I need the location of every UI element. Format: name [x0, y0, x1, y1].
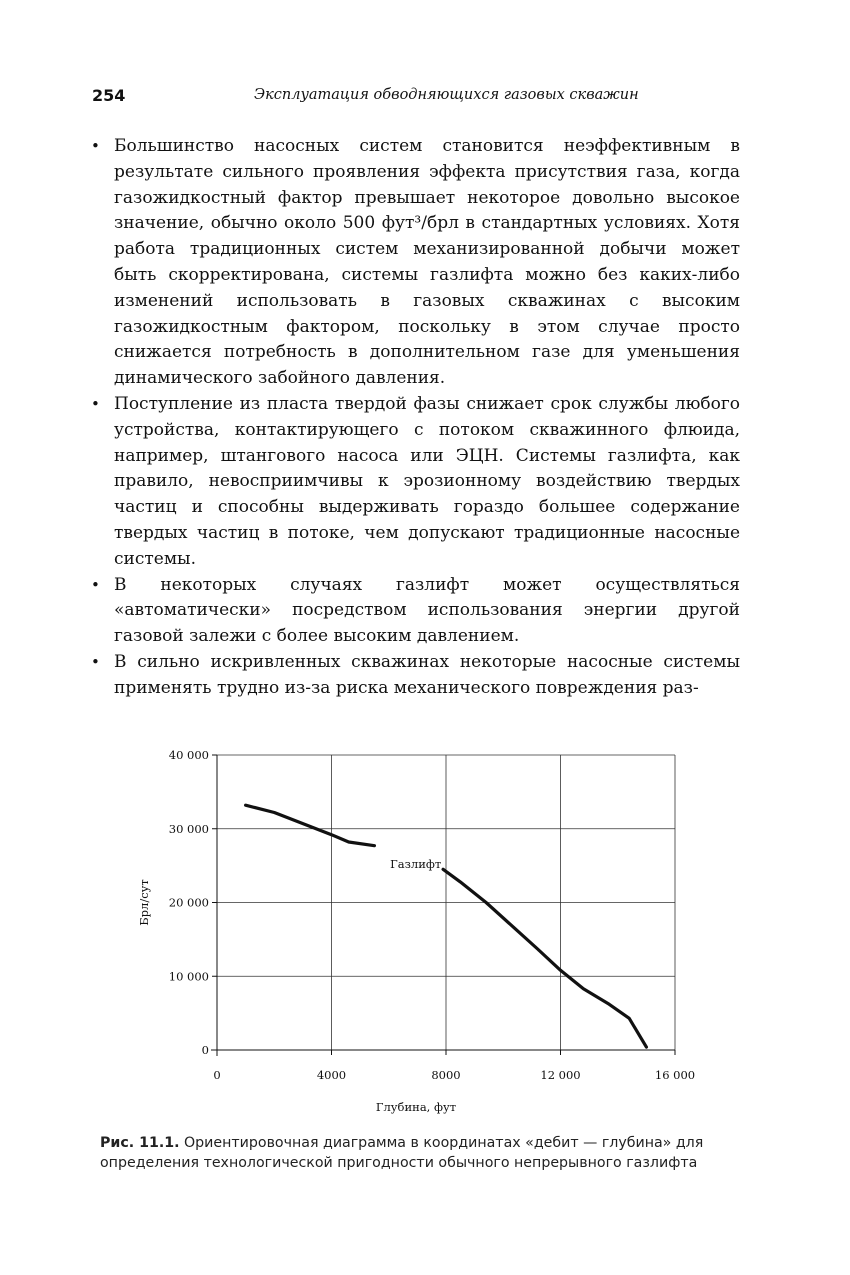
bullet-item — [88, 573, 740, 650]
series-line — [443, 869, 646, 1047]
page-header — [92, 86, 752, 110]
caption-text: Ориентировочная диаграмма в координатах «дебит — глубина» для определения технологической пригодности обычного непрерывного газлифта — [100, 1135, 704, 1171]
x-tick-label: 4000 — [316, 1068, 347, 1082]
caption-label: Рис. 11.1. — [100, 1135, 180, 1151]
running-title: Эксплуатация обводняющихся газовых скважин — [254, 87, 639, 103]
x-tick-label: 0 — [213, 1068, 221, 1082]
bullet-marker: • — [91, 652, 100, 671]
x-axis-label: Глубина, фут — [375, 1100, 457, 1114]
y-tick-label: 30 000 — [168, 821, 209, 836]
bullet-marker: • — [91, 137, 100, 155]
rate-depth-chart — [130, 740, 700, 1120]
y-tick-label: 40 000 — [168, 748, 209, 762]
series-line — [246, 805, 375, 846]
bullet-item — [88, 650, 740, 702]
y-axis-label: Брл/сут — [137, 879, 151, 926]
y-tick-label: 0 — [201, 1043, 209, 1057]
bullet-text: Поступление из пласта твердой фазы снижает срок службы любого устройства, контактирующего с потоком скважинного флюида, например, штангового насоса или ЭЦН. Системы газлифта, как правило, невосприимчивы к эрозионному воздействию твердых частиц и способны выдерживать гораздо большее содержание твердых частиц в потоке, чем допускают традиционные насосные системы. — [114, 393, 740, 569]
figure-caption — [100, 1133, 740, 1173]
x-tick-label: 8000 — [431, 1068, 461, 1082]
bullet-item — [88, 392, 740, 573]
annotation-label: Газлифт — [390, 857, 442, 872]
bullet-marker: • — [91, 394, 100, 413]
bullet-list — [88, 134, 740, 702]
bullet-item — [88, 134, 740, 392]
x-tick-label: 16 000 — [654, 1068, 696, 1082]
bullet-text: В сильно искривленных скважинах некоторые насосные системы применять трудно из-за риска механического повреждения раз- — [114, 651, 740, 698]
page-number: 254 — [92, 86, 126, 105]
chart-svg — [130, 740, 700, 1120]
y-tick-label: 20 000 — [168, 895, 209, 910]
x-tick-label: 12 000 — [540, 1068, 581, 1082]
bullet-marker: • — [91, 575, 100, 594]
bullet-text: Большинство насосных систем становится неэффективным в результате сильного проявления эффекта присутствия газа, когда газожидкостный фактор превышает некоторое довольно высокое значение, обычно около 500 фут³/брл в стандартных условиях. Хотя работа традиционных систем механизированной добычи может быть скорректирована, системы газлифта можно без каких-либо изменений использовать в газовых скважинах с высоким газожидкостным фактором, поскольку в этом случае просто снижается потребность в дополнительном газе для уменьшения динамического забойного давления. — [114, 136, 740, 389]
y-tick-label: 10 000 — [168, 969, 209, 984]
bullet-text: В некоторых случаях газлифт может осуществляться «автоматически» посредством использования энергии другой газовой залежи с более высоким давлением. — [114, 574, 740, 647]
